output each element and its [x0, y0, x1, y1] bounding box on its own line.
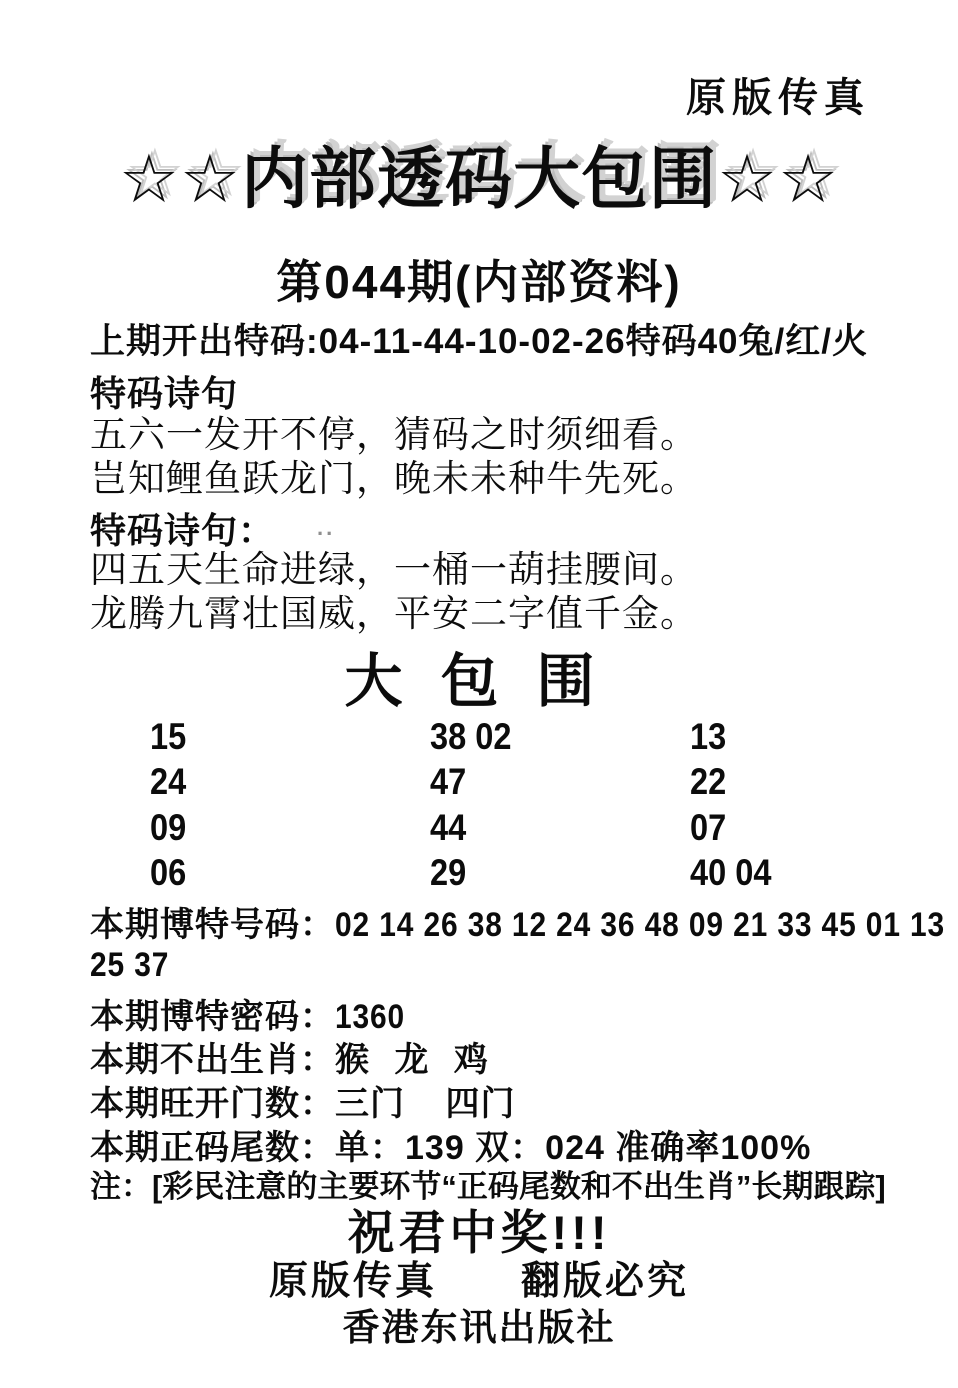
tails-label: 本期正码尾数：: [90, 1129, 335, 1167]
fax-artifact-dots: ..: [317, 515, 336, 540]
issue-line: 第044期(内部资料): [276, 256, 682, 308]
surround-row: [0, 716, 958, 760]
wish-line: 祝君中奖!!!: [347, 1206, 611, 1259]
surround-cell: 29: [430, 852, 467, 893]
surround-row: [0, 807, 958, 851]
surround-cell: 15: [150, 716, 187, 757]
surround-row: [0, 761, 958, 805]
doors-line: [90, 1076, 515, 1125]
surround-cell: 47: [430, 761, 467, 802]
bote-numbers-label: 本期博特号码：: [90, 906, 335, 944]
poem1-line1: 五六一发开不停，猜码之时须细看。: [90, 414, 698, 455]
bote-numbers-values: 02 14 26 38 12 24 36 48 09 21 33 45 01 13: [335, 906, 946, 944]
poem2-heading-text: 特码诗句：: [90, 510, 276, 551]
surround-cell: 13: [690, 716, 727, 757]
footer-publisher: 香港东讯出版社: [342, 1307, 616, 1348]
secret-code-value: 1360: [335, 998, 406, 1036]
tails-value: 单：139 双：024 准确率100%: [335, 1129, 812, 1167]
bote-numbers-values-2: 25 37: [90, 946, 170, 984]
surround-cell: 44: [430, 807, 467, 848]
page-title: ☆☆内部透码大包围☆☆: [118, 142, 840, 217]
surround-cell: 06: [150, 852, 187, 893]
no-zodiac-label: 本期不出生肖：: [90, 1041, 335, 1079]
doors-label: 本期旺开门数：: [90, 1085, 335, 1123]
corner-label: 原版传真: [686, 76, 870, 120]
doors-value: 三门 四门: [335, 1085, 516, 1123]
surround-cell: 40 04: [690, 852, 772, 893]
surround-cell: 38 02: [430, 716, 512, 757]
footer-copyright: 原版传真 翻版必究: [268, 1260, 689, 1303]
surround-title: 大包围: [344, 649, 633, 714]
no-zodiac-value: 猴 龙 鸡: [335, 1041, 489, 1079]
bote-numbers-line: [90, 897, 958, 946]
surround-cell: 09: [150, 807, 187, 848]
secret-code-line: [90, 989, 415, 1038]
poem1-line2: 岂知鲤鱼跃龙门，晚未未种牛先死。: [90, 458, 698, 499]
last-draw-line: 上期开出特码:04-11-44-10-02-26特码40兔/红/火: [90, 322, 868, 361]
no-zodiac-line: [90, 1032, 489, 1081]
poem2-line1: 四五天生命进绿，一桶一葫挂腰间。: [90, 549, 698, 590]
bote-numbers-line2: [90, 946, 180, 985]
surround-cell: 22: [690, 761, 727, 802]
secret-code-label: 本期博特密码：: [90, 998, 335, 1036]
surround-row: [0, 852, 958, 896]
poem1-heading: 特码诗句: [90, 373, 239, 414]
note-line: 注：[彩民注意的主要环节“正码尾数和不出生肖”长期跟踪]: [90, 1169, 886, 1204]
surround-cell: 24: [150, 761, 187, 802]
surround-cell: 07: [690, 807, 727, 848]
poem2-line2: 龙腾九霄壮国威，平安二字值千金。: [90, 593, 698, 634]
